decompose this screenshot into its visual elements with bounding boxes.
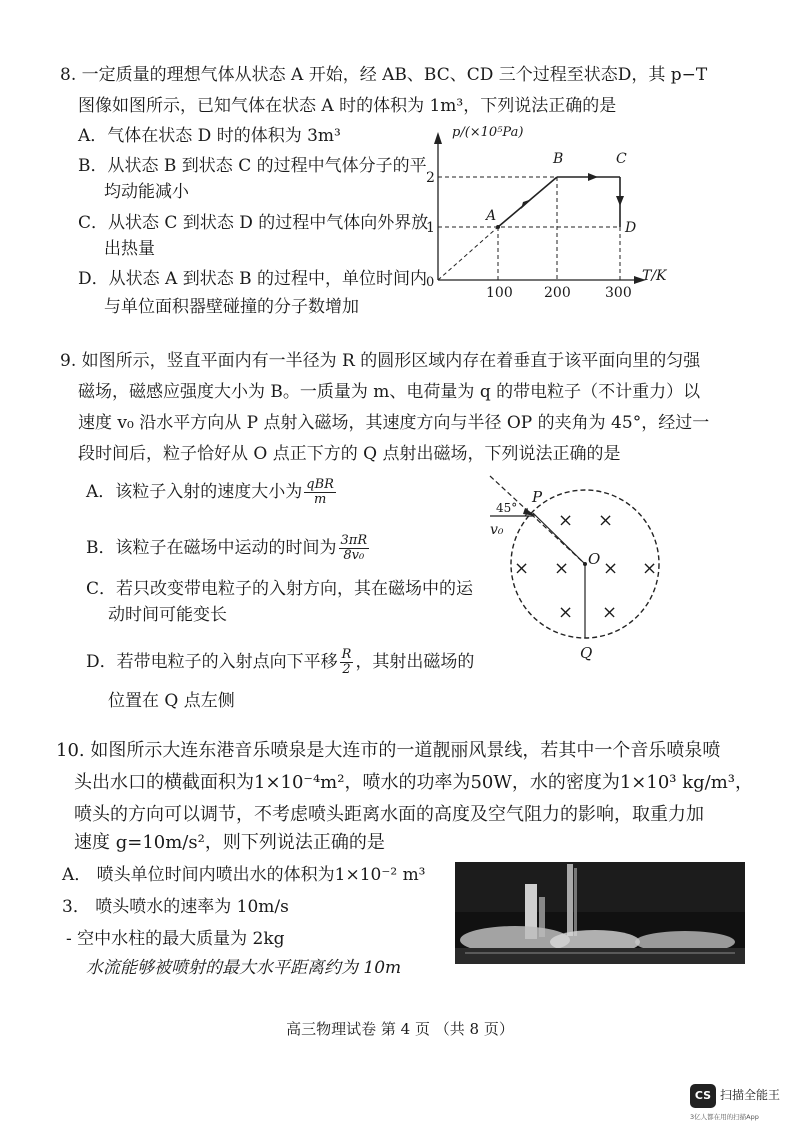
fraction-denominator: 2 — [342, 662, 351, 677]
x-tick-100: 100 — [486, 285, 513, 301]
q9-option-d-fraction — [340, 648, 354, 677]
q10-option-b: 3． 喷头喷水的速率为 10m/s — [62, 897, 289, 917]
origin-label: 0 — [426, 275, 435, 290]
label-b: B — [553, 151, 564, 167]
field-cross: × — [642, 558, 658, 579]
scanner-watermark — [690, 1084, 790, 1124]
q8-line1: 8. 一定质量的理想气体从状态 A 开始，经 AB、BC、CD 三个过程至状态D，其 p−T — [60, 65, 708, 85]
q10-option-c: - 空中水柱的最大质量为 2kg — [66, 929, 285, 949]
fraction-denominator: 8v₀ — [343, 548, 365, 563]
y-axis-arrow — [434, 132, 442, 144]
q9-line2: 磁场，磁感应强度大小为 B。一质量为 m、电荷量为 q 的带电粒子（不计重力）以 — [78, 382, 701, 402]
page-footer: 高三物理试卷 第 4 页 （共 8 页） — [286, 1020, 514, 1038]
label-c: C — [616, 151, 627, 167]
q8-option-c-line1: C．从状态 C 到状态 D 的过程中气体向外界放 — [78, 213, 429, 233]
y-axis-label: p/(×10⁵Pa) — [452, 125, 524, 140]
q10-option-a: A． 喷头单位时间内喷出水的体积为1×10⁻² m³ — [62, 865, 426, 885]
q8-option-d-line2: 与单位面积器壁碰撞的分子数增加 — [104, 297, 359, 317]
x-tick-200: 200 — [544, 285, 571, 301]
q8-option-b-line2: 均动能减小 — [104, 182, 189, 202]
label-d: D — [625, 220, 637, 236]
label-v0: v₀ — [490, 522, 504, 538]
fraction-numerator: 3πR — [340, 533, 368, 548]
q8-line2: 图像如图所示，已知气体在状态 A 时的体积为 1m³，下列说法正确的是 — [78, 96, 617, 116]
field-cross: × — [558, 510, 574, 531]
q9-option-b — [86, 534, 371, 563]
q9-option-d-line2: 位置在 Q 点左侧 — [108, 691, 235, 711]
center-o — [583, 562, 587, 566]
q9-option-b-fraction — [339, 534, 370, 563]
angle-label: 45° — [496, 501, 518, 515]
point-a — [496, 225, 500, 229]
field-cross: × — [603, 558, 619, 579]
label-p: P — [532, 488, 543, 506]
fountain-photo — [455, 862, 745, 964]
q9-option-a — [86, 478, 338, 507]
q9-option-d-text-a: D．若带电粒子的入射点向下平移 — [86, 652, 338, 672]
y-tick-1: 1 — [426, 220, 435, 236]
magnetic-field-diagram — [470, 468, 680, 673]
fraction-numerator: qBR — [306, 477, 334, 492]
q9-option-c-line2: 动时间可能变长 — [108, 605, 227, 625]
q10-line2: 头出水口的横截面积为1×10⁻⁴m²，喷水的功率为50W，水的密度为1×10³ kg/m³， — [74, 772, 753, 793]
field-cross: × — [554, 558, 570, 579]
field-cross: × — [602, 602, 618, 623]
q8-option-d-line1: D．从状态 A 到状态 B 的过程中，单位时间内 — [78, 269, 428, 289]
arrow-ab — [521, 199, 532, 209]
label-o: O — [588, 550, 601, 568]
label-q: Q — [580, 644, 593, 662]
dashed-origin-to-a — [438, 227, 498, 280]
q10-line3: 喷头的方向可以调节，不考虑喷头距离水面的高度及空气阻力的影响，取重力加 — [74, 804, 704, 825]
q9-option-d-text-b: ，其射出磁场的 — [355, 652, 475, 672]
q9-option-a-fraction — [304, 478, 336, 507]
fraction-numerator: R — [341, 647, 352, 662]
y-tick-2: 2 — [426, 170, 435, 186]
q9-line4: 段时间后，粒子恰好从 O 点正下方的 Q 点射出磁场，下列说法正确的是 — [78, 444, 621, 464]
q9-option-b-text: B．该粒子在磁场中运动的时间为 — [86, 538, 337, 558]
q10-option-d: 水流能够被喷射的最大水平距离约为 10m — [86, 958, 402, 978]
q8-option-a: A．气体在状态 D 时的体积为 3m³ — [78, 126, 341, 146]
scanner-logo-icon: CS — [690, 1084, 716, 1108]
scanner-app-name: 扫描全能王 — [720, 1088, 781, 1102]
arrow-cd — [616, 196, 624, 206]
field-cross: × — [598, 510, 614, 531]
q9-line3: 速度 v₀ 沿水平方向从 P 点射入磁场，其速度方向与半径 OP 的夹角为 45°，经过一 — [78, 413, 710, 433]
q9-option-a-text: A．该粒子入射的速度大小为 — [86, 482, 303, 502]
arrow-bc — [588, 173, 598, 181]
label-a: A — [486, 208, 497, 224]
q10-line1: 10. 如图所示大连东港音乐喷泉是大连市的一道靓丽风景线，若其中一个音乐喷泉喷 — [56, 740, 721, 761]
x-tick-300: 300 — [605, 285, 632, 301]
q8-option-b-line1: B．从状态 B 到状态 C 的过程中气体分子的平 — [78, 156, 427, 176]
q8-option-c-line2: 出热量 — [104, 239, 155, 259]
x-axis-label: T/K — [642, 268, 667, 284]
q9-line1: 9. 如图所示，竖直平面内有一半径为 R 的圆形区域内存在着垂直于该平面向里的匀强 — [60, 351, 701, 371]
field-cross: × — [514, 558, 530, 579]
q10-line4: 速度 g=10m/s²，则下列说法正确的是 — [74, 832, 385, 853]
q9-option-c-line1: C．若只改变带电粒子的入射方向，其在磁场中的运 — [86, 579, 474, 599]
field-cross: × — [558, 602, 574, 623]
scanner-slogan: 3亿人都在用的扫描App — [690, 1113, 759, 1121]
fraction-denominator: m — [313, 492, 327, 507]
q9-option-d-line1 — [86, 648, 474, 677]
p-t-graph — [420, 120, 667, 305]
